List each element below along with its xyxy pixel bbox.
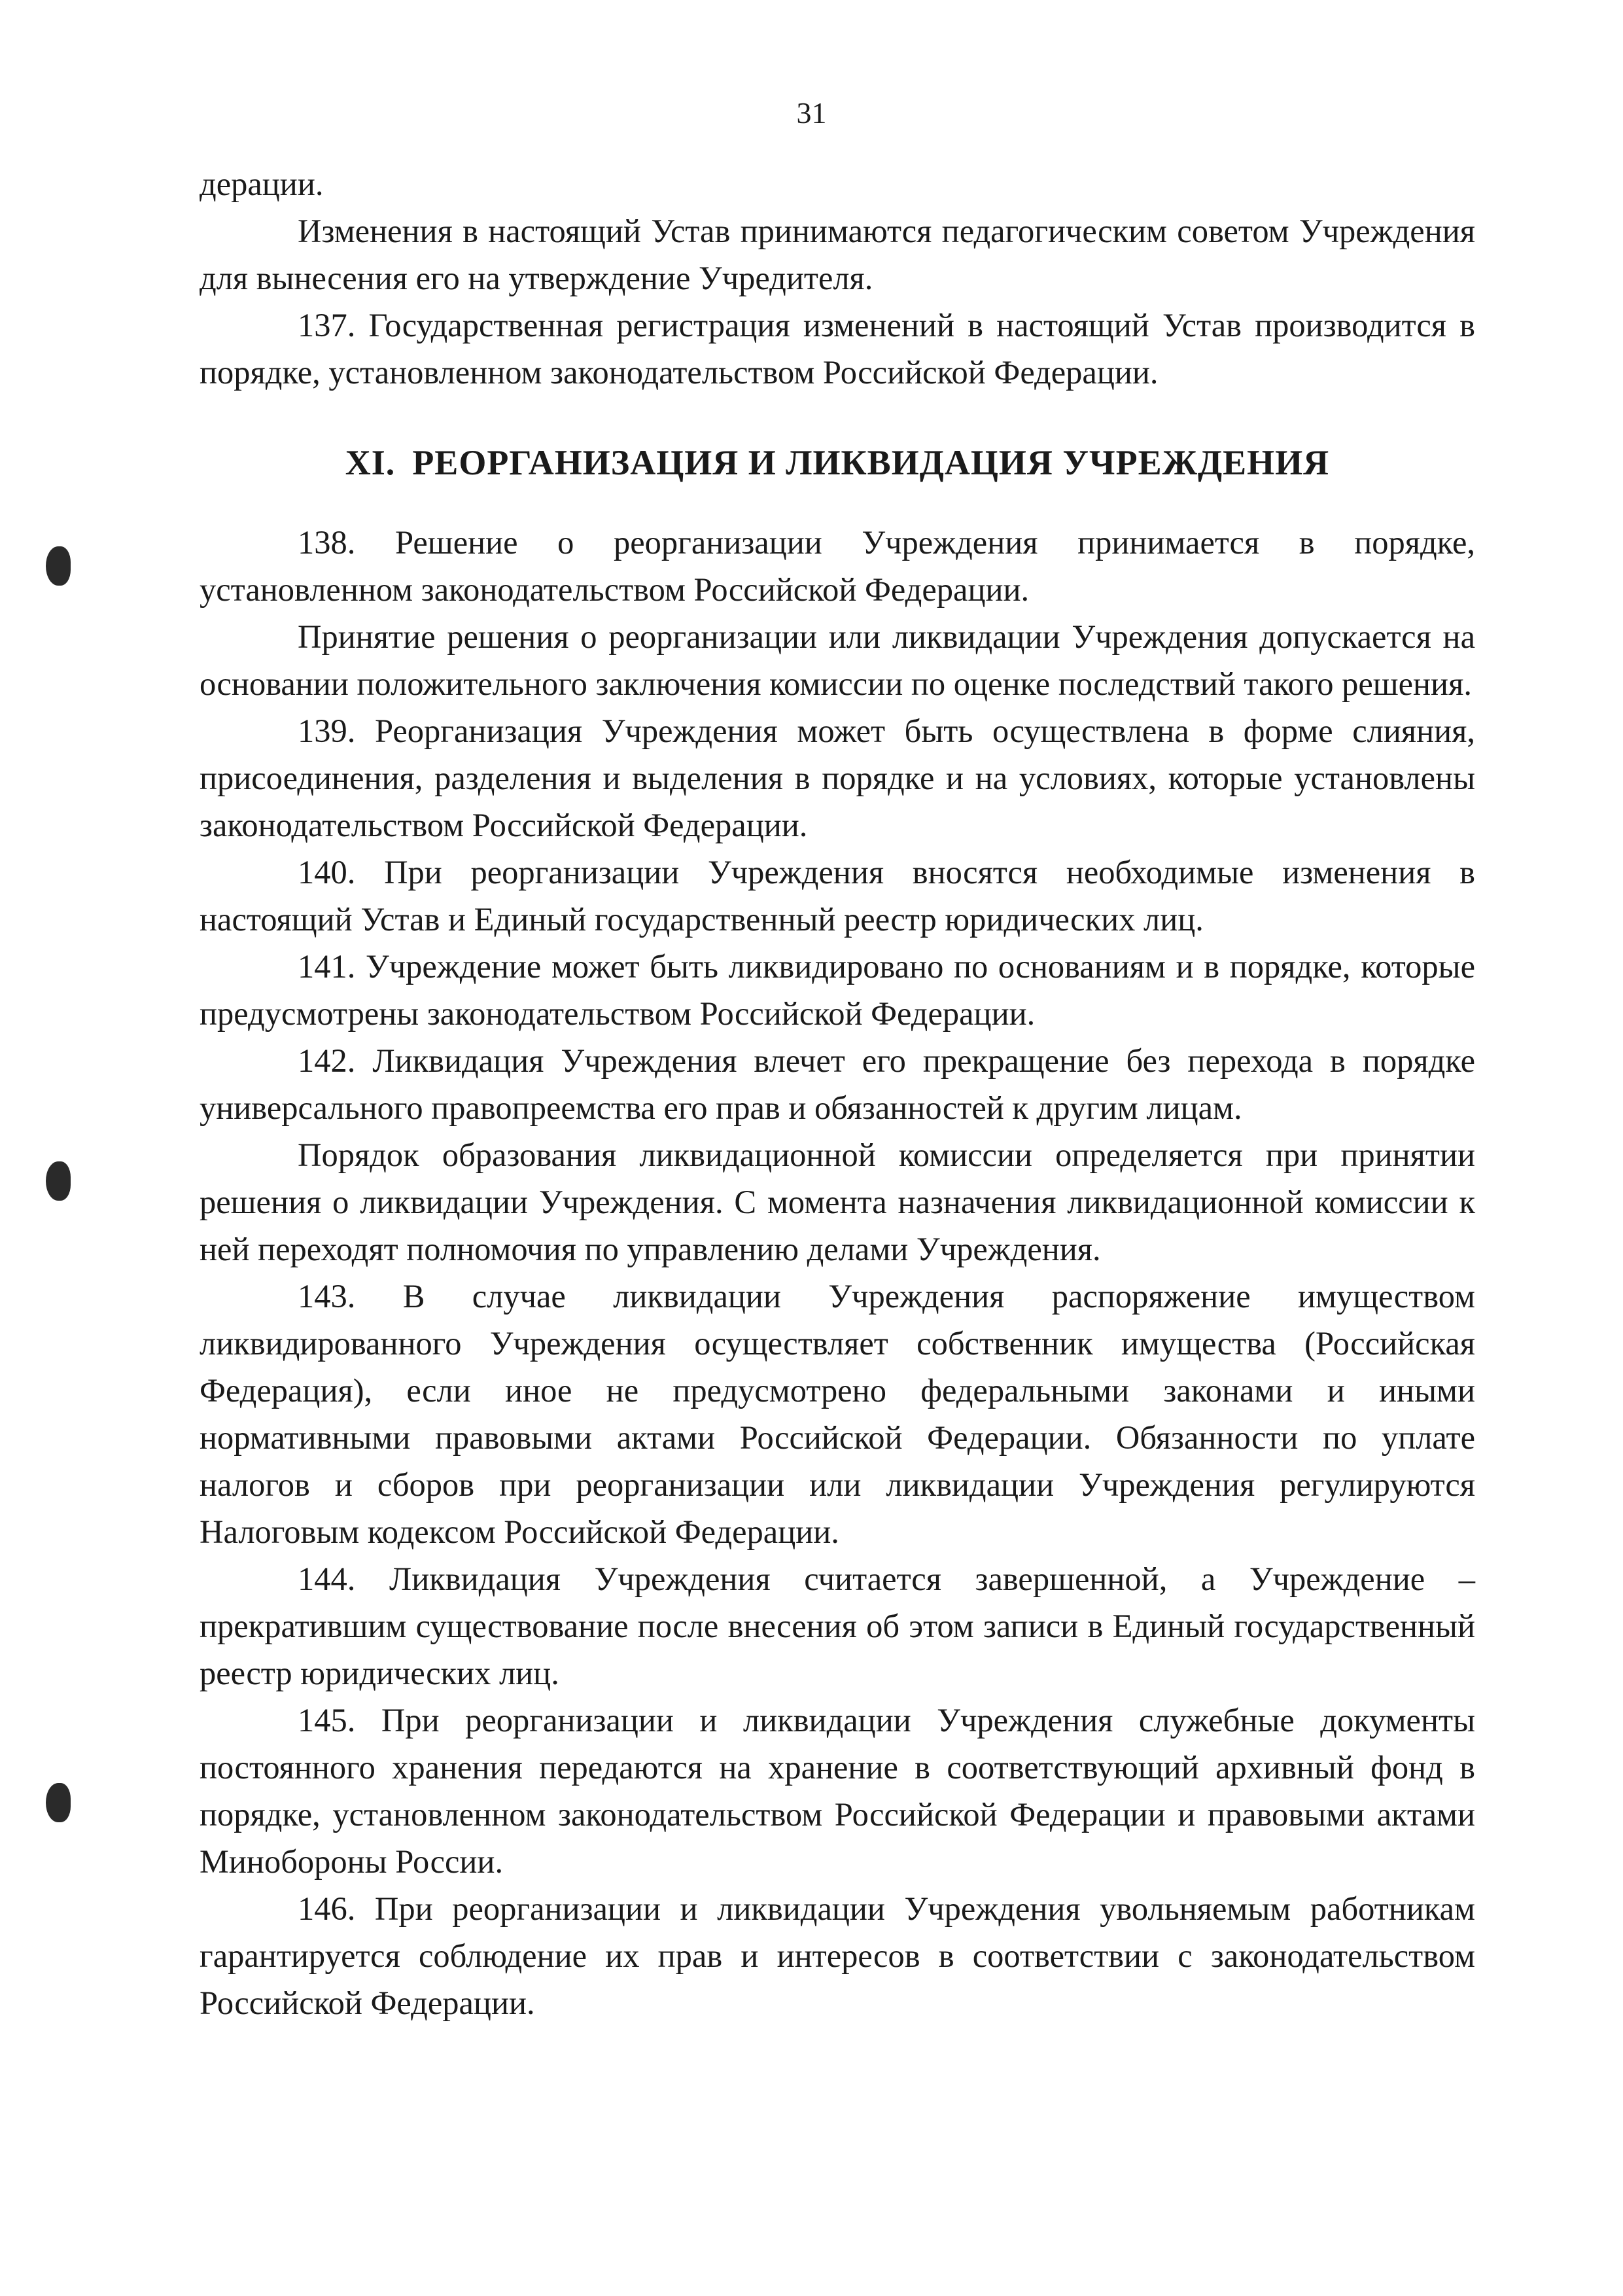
paragraph: 144. Ликвидация Учреждения считается завершенной, а Учреждение – прекратившим существование после внесения об этом записи в Единый государственный реестр юридических лиц. [200,1561,1475,1691]
paragraph: 138. Решение о реорганизации Учреждения принимается в порядке, установленном законодательством Российской Федерации. [200,524,1475,608]
paragraph: Изменения в настоящий Устав принимаются педагогическим советом Учреждения для вынесения его на утверждение Учредителя. [200,213,1475,296]
paragraph: 146. При реорганизации и ликвидации Учреждения увольняемым работникам гарантируется соблюдение их прав и интересов в соответствии с законодательством Российской Федерации. [200,1890,1475,2021]
paragraph: 142. Ликвидация Учреждения влечет его прекращение без перехода в порядке универсального правопреемства его прав и обязанностей к другим лицам. [200,1042,1475,1126]
paragraph: 141. Учреждение может быть ликвидировано по основаниям и в порядке, которые предусмотрены законодательством Российской Федерации. [200,948,1475,1032]
document-body [200,160,1475,2026]
paragraph: Принятие решения о реорганизации или ликвидации Учреждения допускается на основании положительного заключения комиссии по оценке последствий такого решения. [200,618,1475,702]
paragraph: 143. В случае ликвидации Учреждения распоряжение имуществом ликвидированного Учреждения осуществляет собственник имущества (Российская Федерация), если иное не предусмотрено федеральными законами и иными нормативными правовыми актами Российской Федерации. Обязанности по уплате налогов и сборов при реорганизации или ликвидации Учреждения регулируются Налоговым кодексом Российской Федерации. [200,1278,1475,1550]
page-number: 31 [796,96,827,130]
paragraph: Порядок образования ликвидационной комиссии определяется при принятии решения о ликвидации Учреждения. С момента назначения ликвидационной комиссии к ней переходят полномочия по управлению делами Учреждения. [200,1137,1475,1267]
paragraph: дерации. [200,166,324,202]
section-heading [200,439,1475,486]
punch-hole [46,1161,71,1201]
section-title: РЕОРГАНИЗАЦИЯ И ЛИКВИДАЦИЯ УЧРЕЖДЕНИЯ [412,443,1330,482]
paragraph: 145. При реорганизации и ликвидации Учреждения служебные документы постоянного хранения передаются на хранение в соответствующий архивный фонд в порядке, установленном законодательством Российской Федерации и правовыми актами Минобороны России. [200,1702,1475,1880]
paragraph: 139. Реорганизация Учреждения может быть осуществлена в форме слияния, присоединения, разделения и выделения в порядке и на условиях, которые установлены законодательством Российской Федерации. [200,713,1475,843]
section-number: XI. [345,443,396,482]
punch-hole [46,546,71,586]
paragraph: 137. Государственная регистрация изменений в настоящий Устав производится в порядке, установленном законодательством Российской Федерации. [200,307,1475,391]
paragraph: 140. При реорганизации Учреждения вносятся необходимые изменения в настоящий Устав и Единый государственный реестр юридических лиц. [200,854,1475,938]
punch-hole [46,1783,71,1822]
